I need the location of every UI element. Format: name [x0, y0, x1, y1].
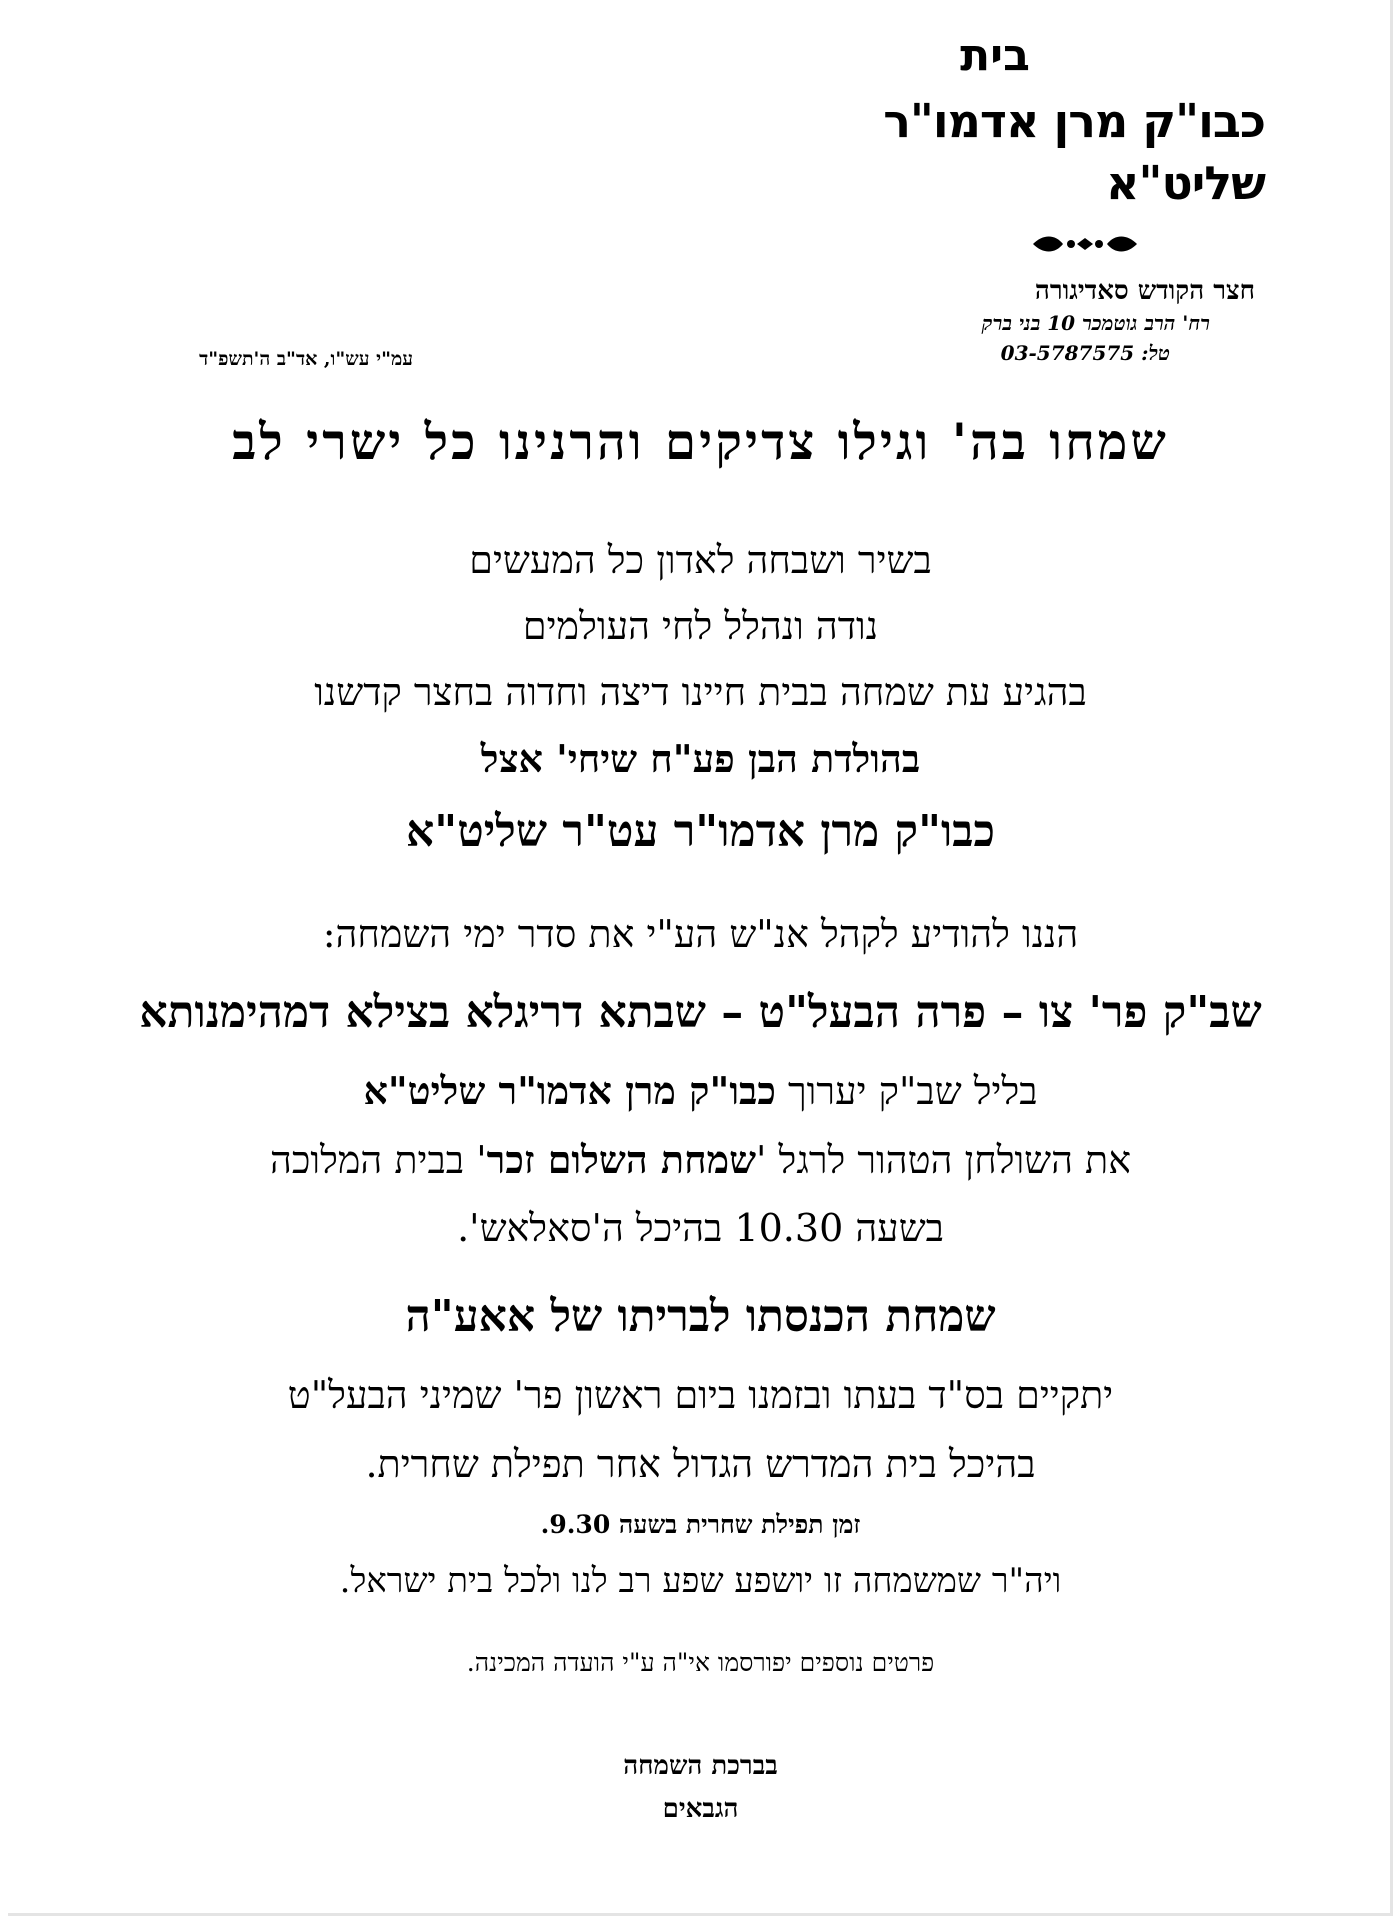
- letterhead-court: חצר הקודש סאדיגורה: [1034, 276, 1255, 306]
- body-line-16: פרטים נוספים יפורסמו אי"ה ע"י הועדה המכינה.: [466, 1648, 935, 1677]
- letterhead-phone: טל: 03-5787575: [1000, 341, 1170, 365]
- floral-divider-icon: [1025, 232, 1145, 256]
- body-line-7: שב"ק פר' צו – פרה הבעל"ט – שבתא דריגלא בצילא דמהימנותא: [139, 987, 1262, 1038]
- signature-line-2: הגבאים: [662, 1794, 739, 1824]
- body-line-9-a: את השולחן הטהור לרגל ': [756, 1138, 1132, 1182]
- body-line-10: בשעה 10.30 בהיכל ה'סאלאש'.: [457, 1206, 944, 1250]
- body-line-9-b: שמחת השלום זכר: [486, 1137, 757, 1182]
- body-line-14: זמן תפילת שחרית בשעה 9.30.: [540, 1510, 861, 1539]
- body-line-12: יתקיים בס"ד בעתו ובזמנו ביום ראשון פר' שמיני הבעל"ט: [287, 1373, 1114, 1417]
- body-line-8-b: כבו"ק מרן אדמו"ר שליט"א: [363, 1068, 776, 1113]
- letterhead-beit: בית: [960, 30, 1030, 81]
- body-line-8: [8, 1068, 1393, 1114]
- body-line-4: בהולדת הבן פע"ח שיחי' אצל: [480, 736, 921, 781]
- letterhead: [845, 28, 1265, 368]
- body-line-9: [8, 1137, 1393, 1183]
- body-line-9-c: ' בבית המלוכה: [269, 1138, 487, 1182]
- body-line-13: בהיכל בית המדרש הגדול אחר תפילת שחרית.: [365, 1442, 1036, 1486]
- body-line-6: הננו להודיע לקהל אנ"ש הע"י את סדר ימי השמחה:: [322, 912, 1079, 956]
- document-page: [8, 0, 1393, 1916]
- body-line-3: בהגיע עת שמחה בבית חיינו דיצה וחדוה בחצר קדשנו: [314, 670, 1087, 714]
- body-line-2: נודה ונהלל לחי העולמים: [522, 604, 879, 648]
- body-line-5: כבו"ק מרן אדמו"ר עט"ר שליט"א: [406, 806, 995, 857]
- body-line-1: בשיר ושבחה לאדון כל המעשים: [469, 538, 932, 582]
- document-date: עמ"י עש"ו, אד"ב ה'תשפ"ד: [199, 348, 413, 370]
- body-line-11: שמחת הכנסתו לבריתו של אאע"ה: [405, 1291, 996, 1342]
- letterhead-address: רח' הרב גוטמכר 10 בני ברק: [981, 311, 1210, 335]
- letterhead-name: כבו"ק מרן אדמו"ר שליט"א: [883, 94, 1265, 210]
- body-line-15: ויה"ר שמשמחה זו יושפע שפע רב לנו ולכל בית ישראל.: [339, 1561, 1062, 1601]
- opening-verse: שמחו בה' וגילו צדיקים והרנינו כל ישרי לב: [232, 412, 1169, 471]
- signature-line-1: בברכת השמחה: [623, 1751, 778, 1781]
- body-line-8-a: בליל שב"ק יערוך: [775, 1069, 1038, 1113]
